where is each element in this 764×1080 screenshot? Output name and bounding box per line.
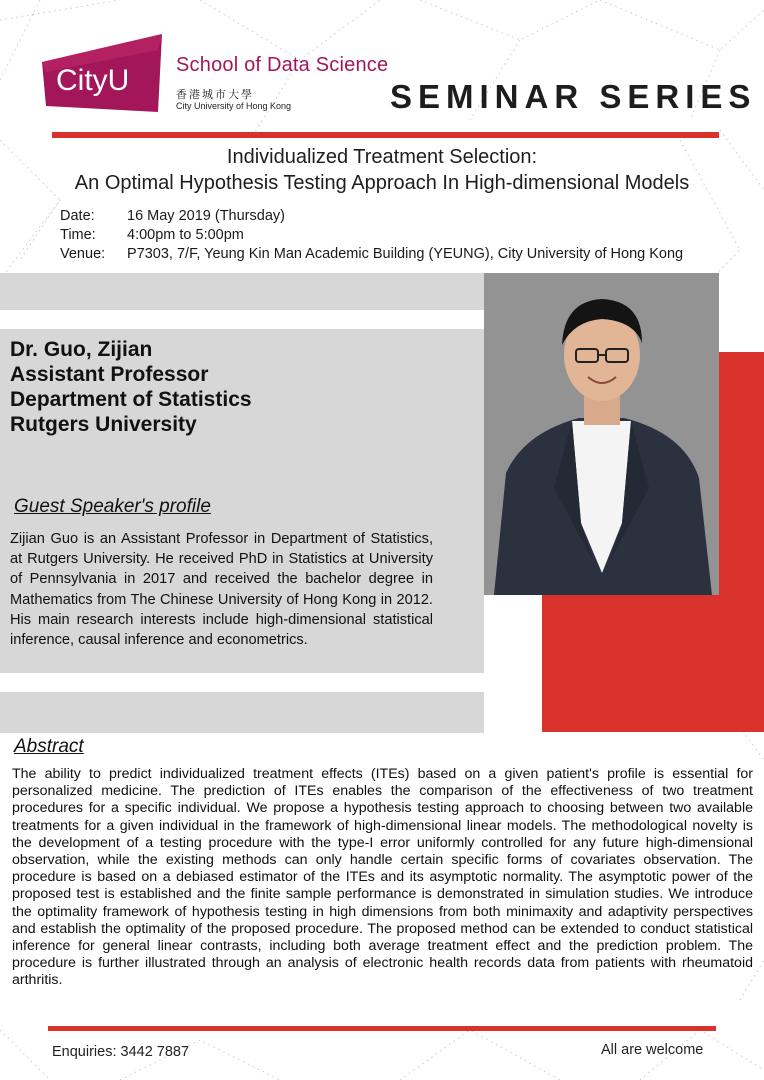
profile-text: Zijian Guo is an Assistant Professor in Department of Statistics, at Rutgers University. He received PhD in Statistics at University of Pennsylvania in 2017 and received the bachelor degree in Mathematics from The Chinese University of Hong Kong in 2012. His main research interests include high-dimensional statistical inference, causal inference and econometrics.: [10, 531, 433, 649]
cityu-logo: [36, 32, 164, 114]
date-value: 16 May 2019 (Thursday): [127, 208, 285, 224]
abstract-text: The ability to predict individualized treatment effects (ITEs) based on a given patient's profile is essential for personalized medicine. The prediction of ITEs enables the comparison of the effectiveness of two treatment procedures for a specific individual. We propose a hypothesis testing approach to choosing between two available treatments for a given individual in the framework of high-dimensional linear models. The methodological novelty is the development of a testing procedure with the type-I error uniformly controlled for any future high-dimensional observation, while the existing methods can only handle certain specific forms of covariates observation. The procedure is based on a debiased estimator of the ITEs and its asymptotic normality. The asymptotic power of the proposed test is established and the finite sample performance is demonstrated in simulation studies. We introduce the optimality framework of hypothesis testing in high dimensions from both minimaxity and adaptivity perspectives and establish the optimality of the proposed procedure. The proposed method can be extended to conduct statistical inference for general linear contrasts, including both average treatment effect and the prediction problem. The procedure is further illustrated through an analysis of electronic health records data from patients with rheumatoid arthritis.: [12, 766, 753, 989]
university-name: City University of Hong Kong: [176, 101, 292, 111]
speaker-position: Assistant Professor: [10, 363, 209, 386]
talk-title-line1: Individualized Treatment Selection:: [226, 146, 538, 168]
venue-value: P7303, 7/F, Yeung Kin Man Academic Building (YEUNG), City University of Hong Kong: [127, 246, 684, 262]
time-label: Time:: [60, 227, 96, 243]
date-label: Date:: [60, 208, 95, 224]
university-chinese-name: 香港城市大學: [176, 89, 254, 101]
top-divider: [52, 132, 719, 138]
speaker-department: Department of Statistics: [10, 388, 252, 411]
speaker-institution: Rutgers University: [10, 413, 197, 436]
enquiries-contact: Enquiries: 3442 7887: [52, 1044, 190, 1060]
school-name: School of Data Science: [176, 54, 389, 76]
venue-label: Venue:: [60, 246, 106, 262]
talk-title-line2: An Optimal Hypothesis Testing Approach In High-dimensional Models: [74, 172, 690, 194]
logo-text: CityU: [56, 64, 130, 97]
speaker-photo: [484, 273, 719, 595]
speaker-name: Dr. Guo, Zijian: [10, 338, 153, 361]
abstract-heading: Abstract: [14, 736, 84, 757]
time-value: 4:00pm to 5:00pm: [127, 227, 244, 243]
bottom-divider: [48, 1026, 716, 1031]
welcome-note: All are welcome: [601, 1042, 704, 1058]
profile-heading: Guest Speaker's profile: [14, 496, 211, 517]
seminar-series-title: SEMINAR SERIES: [390, 78, 757, 115]
